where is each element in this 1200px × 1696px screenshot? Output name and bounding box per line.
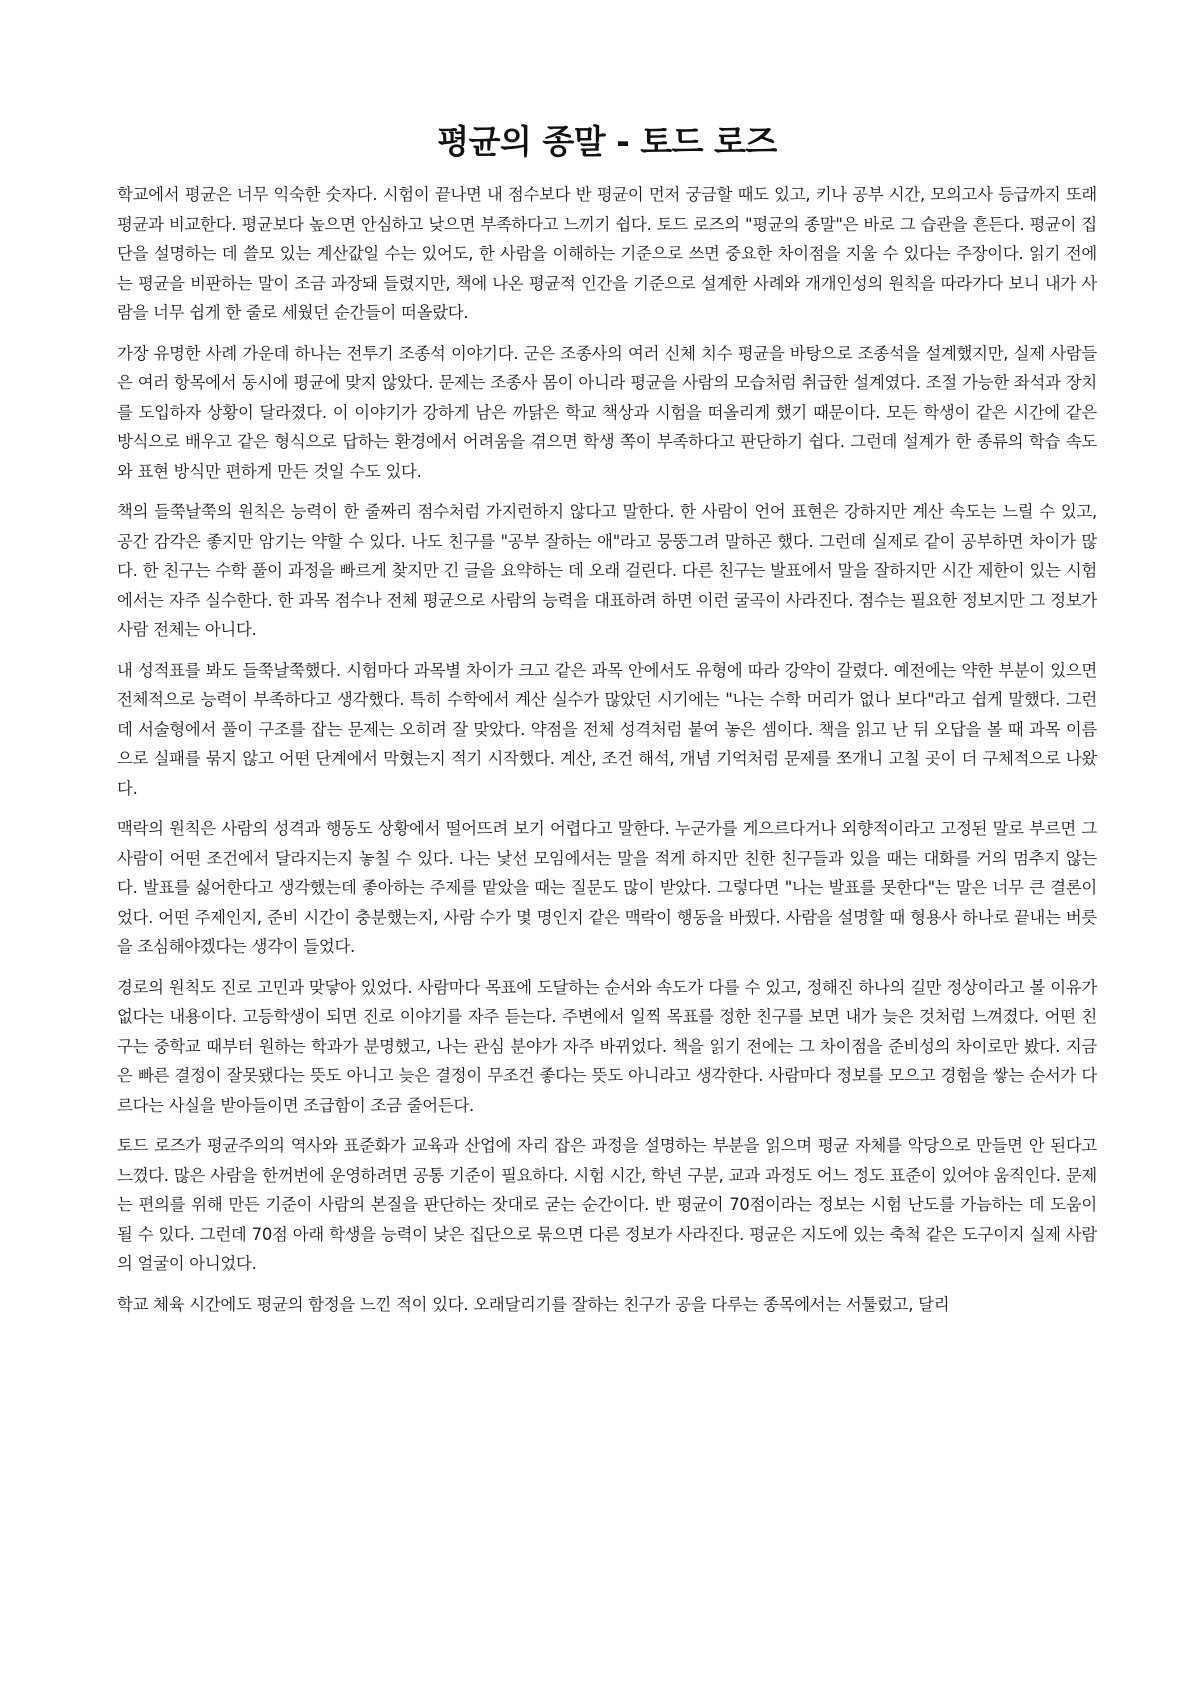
body-paragraph-5: 맥락의 원칙은 사람의 성격과 행동도 상황에서 떨어뜨려 보기 어렵다고 말한다. 누군가를 게으르다거나 외향적이라고 고정된 말로 부르면 그 사람이 어떤 조건에서 달라지는지 놓칠 수 있다. 나는 낯선 모임에서는 말을 적게 하지만 친한 친구들과 있을 때는 대화를 거의 멈추지 않는다. 발표를 싫어한다고 생각했는데 좋아하는 주제를 맡았을 때는 질문도 많이 받았다. 그렇다면 "나는 발표를 못한다"는 말은 너무 큰 결론이었다. 어떤 주제인지, 준비 시간이 충분했는지, 사람 수가 몇 명인지 같은 맥락이 행동을 바꿨다. 사람을 설명할 때 형용사 하나로 끝내는 버릇을 조심해야겠다는 생각이 들었다. [117,819,1097,956]
body-paragraph-8: 학교 체육 시간에도 평균의 함정을 느낀 적이 있다. 오래달리기를 잘하는 친구가 공을 다루는 종목에서는 서툴렀고, 달리 [117,1294,950,1314]
document-title: 평균의 종말 - 토드 로즈 [437,122,777,161]
body-paragraph-7: 토드 로즈가 평균주의의 역사와 표준화가 교육과 산업에 자리 잡은 과정을 설명하는 부분을 읽으며 평균 자체를 악당으로 만들면 안 된다고 느꼈다. 많은 사람을 한꺼번에 운영하려면 공통 기준이 필요하다. 시험 시간, 학년 구분, 교과 과정도 어느 정도 표준이 있어야 움직인다. 문제는 편의를 위해 만든 기준이 사람의 본질을 판단하는 잣대로 굳는 순간이다. 반 평균이 70점이라는 정보는 시험 난도를 가늠하는 데 도움이 될 수 있다. 그런데 70점 아래 학생을 능력이 낮은 집단으로 묶으면 다른 정보가 사라진다. 평균은 지도에 있는 축척 같은 도구이지 실제 사람의 얼굴이 아니었다. [117,1136,1097,1273]
body-paragraph-6: 경로의 원칙도 진로 고민과 맞닿아 있었다. 사람마다 목표에 도달하는 순서와 속도가 다를 수 있고, 정해진 하나의 길만 정상이라고 볼 이유가 없다는 내용이다. 고등학생이 되면 진로 이야기를 자주 듣는다. 주변에서 일찍 목표를 정한 친구를 보면 내가 늦은 것처럼 느껴졌다. 어떤 친구는 중학교 때부터 원하는 학과가 분명했고, 나는 관심 분야가 자주 바뀌었다. 책을 읽기 전에는 그 차이점을 준비성의 차이로만 봤다. 지금은 빠른 결정이 잘못됐다는 뜻도 아니고 늦은 결정이 무조건 좋다는 뜻도 아니라고 생각한다. 사람마다 정보를 모으고 경험을 쌓는 순서가 다르다는 사실을 받아들이면 조급함이 조금 줄어든다. [117,977,1098,1115]
body-paragraph-4: 내 성적표를 봐도 들쭉날쭉했다. 시험마다 과목별 차이가 크고 같은 과목 안에서도 유형에 따라 강약이 갈렸다. 예전에는 약한 부분이 있으면 전체적으로 능력이 부족하다고 생각했다. 특히 수학에서 계산 실수가 많았던 시기에는 "나는 수학 머리가 없나 보다"라고 쉽게 말했다. 그런데 서술형에서 풀이 구조를 잡는 문제는 오히려 잘 맞았다. 약점을 전체 성격처럼 붙여 놓은 셈이다. 책을 읽고 난 뒤 오답을 볼 때 과목 이름으로 실패를 묶지 않고 어떤 단계에서 막혔는지 적기 시작했다. 계산, 조건 해석, 개념 기억처럼 문제를 쪼개니 고칠 곳이 더 구체적으로 나왔다. [117,660,1098,798]
body-paragraph-1: 학교에서 평균은 너무 익숙한 숫자다. 시험이 끝나면 내 점수보다 반 평균이 먼저 궁금할 때도 있고, 키나 공부 시간, 모의고사 등급까지 또래 평균과 비교한다. 평균보다 높으면 안심하고 낮으면 부족하다고 느끼기 쉽다. 토드 로즈의 "평균의 종말"은 바로 그 습관을 흔든다. 평균이 집단을 설명하는 데 쓸모 있는 계산값일 수는 있어도, 한 사람을 이해하는 기준으로 쓰면 중요한 차이점을 지울 수 있다는 주장이다. 읽기 전에는 평균을 비판하는 말이 조금 과장돼 들렸지만, 책에 나온 평균적 인간을 기준으로 설계한 사례와 개개인성의 원칙을 따라가다 보니 내가 사람을 너무 쉽게 한 줄로 세웠던 순간들이 떠올랐다. [117,185,1097,322]
body-paragraph-3: 책의 들쭉날쭉의 원칙은 능력이 한 줄짜리 점수처럼 가지런하지 않다고 말한다. 한 사람이 언어 표현은 강하지만 계산 속도는 느릴 수 있고, 공간 감각은 좋지만 암기는 약할 수 있다. 나도 친구를 "공부 잘하는 애"라고 뭉뚱그려 말하곤 했다. 그런데 실제로 같이 공부하면 차이가 많다. 한 친구는 수학 풀이 과정을 빠르게 찾지만 긴 글을 요약하는 데 오래 걸린다. 다른 친구는 발표에서 말을 잘하지만 시간 제한이 있는 시험에서는 자주 실수한다. 한 과목 점수나 전체 평균으로 사람의 능력을 대표하려 하면 이런 굴곡이 사라진다. 점수는 필요한 정보지만 그 정보가 사람 전체는 아니다. [117,502,1097,639]
body-paragraph-2: 가장 유명한 사례 가운데 하나는 전투기 조종석 이야기다. 군은 조종사의 여러 신체 치수 평균을 바탕으로 조종석을 설계했지만, 실제 사람들은 여러 항목에서 동시에 평균에 맞지 않았다. 문제는 조종사 몸이 아니라 평균을 사람의 모습처럼 취급한 설계였다. 조절 가능한 좌석과 장치를 도입하자 상황이 달라졌다. 이 이야기가 강하게 남은 까닭은 학교 책상과 시험을 떠올리게 했기 때문이다. 모든 학생이 같은 시간에 같은 방식으로 배우고 같은 형식으로 답하는 환경에서 어려움을 겪으면 학생 쪽이 부족하다고 판단하기 쉽다. 그런데 설계가 한 종류의 학습 속도와 표현 방식만 편하게 만든 것일 수도 있다. [117,343,1097,481]
document-body [117,180,1097,1319]
document-page [117,118,1097,1330]
